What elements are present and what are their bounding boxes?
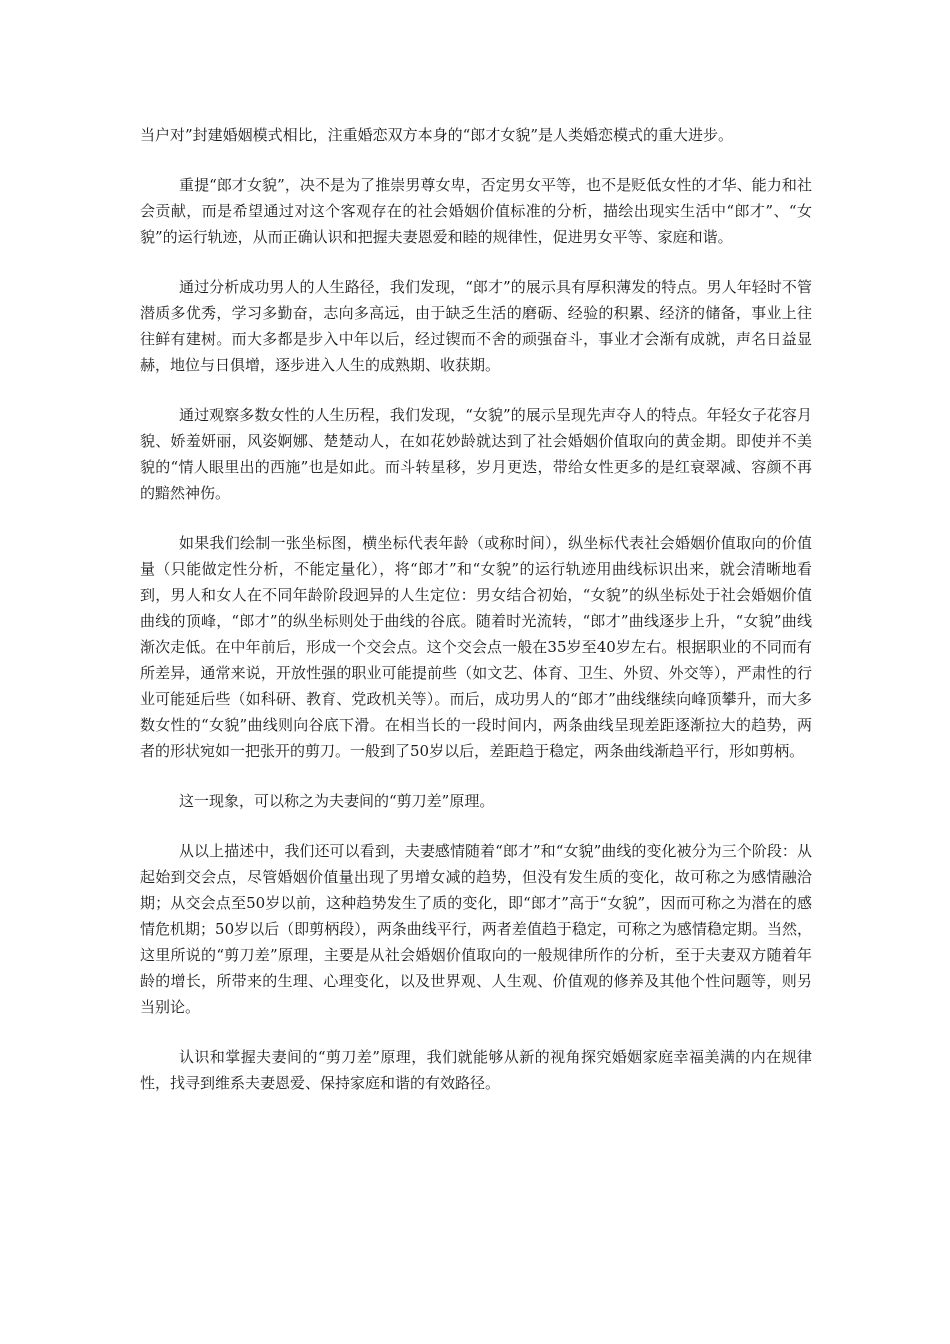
- paragraph-1: 当户对”封建婚姻模式相比，注重婚恋双方本身的“郎才女貌”是人类婚恋模式的重大进步。: [140, 126, 734, 144]
- paragraph-4: 通过观察多数女性的人生历程，我们发现，“女貌”的展示呈现先声夺人的特点。年轻女子花容月貌、娇羞妍丽，风姿婀娜、楚楚动人，在如花妙龄就达到了社会婚姻价值取向的黄金期。即使并不美貌的“情人眼里出的西施”也是如此。而斗转星移，岁月更迭，带给女性更多的是红衰翠减、容颜不再的黯然神伤。: [140, 406, 812, 502]
- document-body: [140, 122, 812, 1096]
- paragraph-8: 认识和掌握夫妻间的“剪刀差”原理，我们就能够从新的视角探究婚姻家庭幸福美满的内在规律性，找寻到维系夫妻恩爱、保持家庭和谐的有效路径。: [140, 1048, 812, 1092]
- paragraph-2: 重提“郎才女貌”，决不是为了推崇男尊女卑，否定男女平等，也不是贬低女性的才华、能力和社会贡献，而是希望通过对这个客观存在的社会婚姻价值标准的分析，描绘出现实生活中“郎才”、“女貌”的运行轨迹，从而正确认识和把握夫妻恩爱和睦的规律性，促进男女平等、家庭和谐。: [140, 176, 812, 246]
- paragraph-7: 从以上描述中，我们还可以看到，夫妻感情随着“郎才”和“女貌”曲线的变化被分为三个阶段：从起始到交会点，尽管婚姻价值量出现了男增女减的趋势，但没有发生质的变化，故可称之为感情融洽期；从交会点至50岁以前，这种趋势发生了质的变化，即“郎才”高于“女貌”，因而可称之为潜在的感情危机期；50岁以后（即剪柄段），两条曲线平行，两者差值趋于稳定，可称之为感情稳定期。当然，这里所说的“剪刀差”原理，主要是从社会婚姻价值取向的一般规律所作的分析，至于夫妻双方随着年龄的增长，所带来的生理、心理变化，以及世界观、人生观、价值观的修养及其他个性问题等，则另当别论。: [140, 842, 812, 1016]
- paragraph-3: 通过分析成功男人的人生路径，我们发现，“郎才”的展示具有厚积薄发的特点。男人年轻时不管潜质多优秀，学习多勤奋，志向多高远，由于缺乏生活的磨砺、经验的积累、经济的储备，事业上往往鲜有建树。而大多都是步入中年以后，经过锲而不舍的顽强奋斗，事业才会渐有成就，声名日益显赫，地位与日俱增，逐步进入人生的成熟期、收获期。: [140, 278, 812, 374]
- paragraph-6: 这一现象，可以称之为夫妻间的“剪刀差”原理。: [179, 792, 495, 810]
- paragraph-5: 如果我们绘制一张坐标图，横坐标代表年龄（或称时间），纵坐标代表社会婚姻价值取向的价值量（只能做定性分析，不能定量化），将“郎才”和“女貌”的运行轨迹用曲线标识出来，就会清晰地看到，男人和女人在不同年龄阶段迥异的人生定位：男女结合初始，“女貌”的纵坐标处于社会婚姻价值曲线的顶峰，“郎才”的纵坐标则处于曲线的谷底。随着时光流转，“郎才”曲线逐步上升，“女貌”曲线渐次走低。在中年前后，形成一个交会点。这个交会点一般在35岁至40岁左右。根据职业的不同而有所差异，通常来说，开放性强的职业可能提前些（如文艺、体育、卫生、外贸、外交等），严肃性的行业可能延后些（如科研、教育、党政机关等）。而后，成功男人的“郎才”曲线继续向峰顶攀升，而大多数女性的“女貌”曲线则向谷底下滑。在相当长的一段时间内，两条曲线呈现差距逐渐拉大的趋势，两者的形状宛如一把张开的剪刀。一般到了50岁以后，差距趋于稳定，两条曲线渐趋平行，形如剪柄。: [140, 534, 812, 760]
